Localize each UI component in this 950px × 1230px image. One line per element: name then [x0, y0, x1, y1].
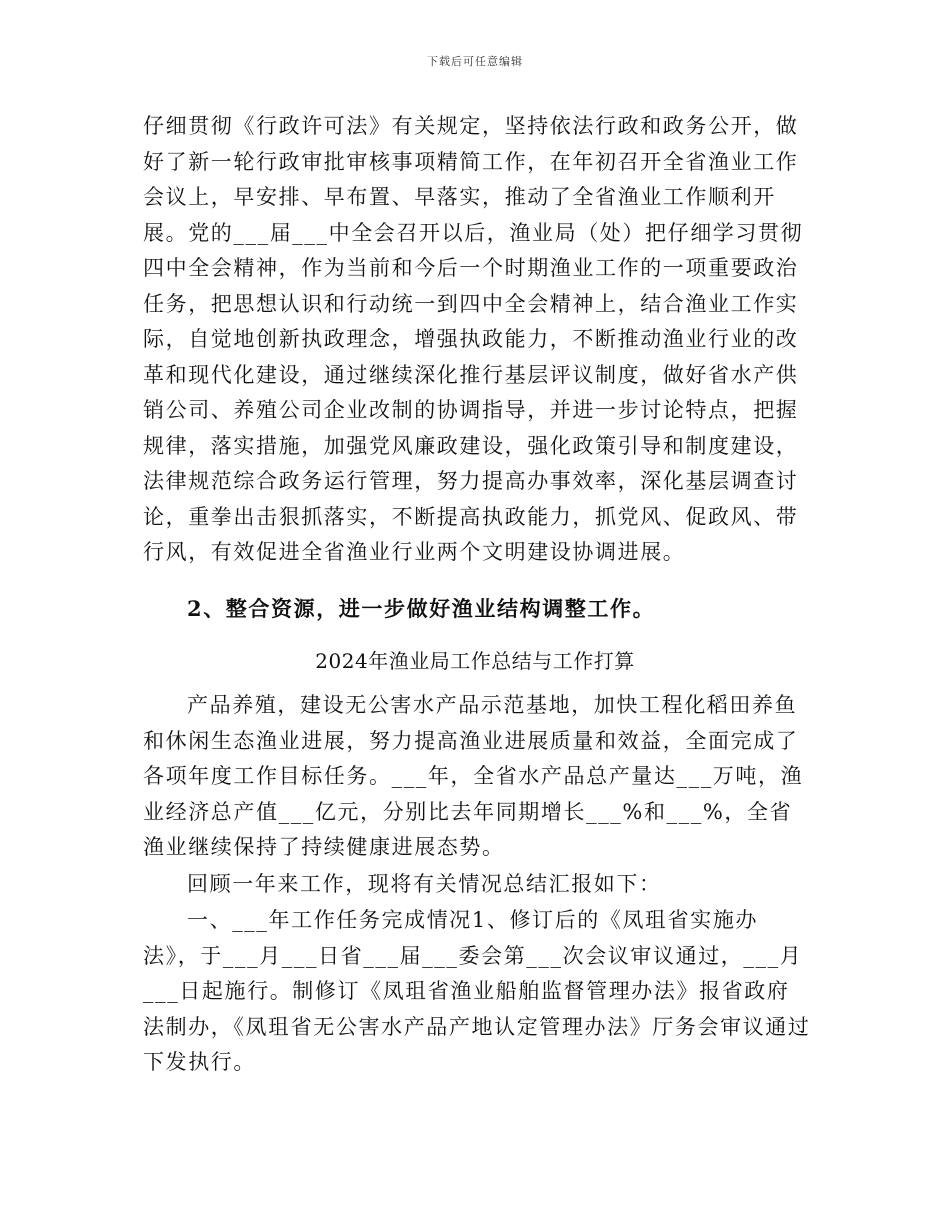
paragraph-party-work: 仔细贯彻《行政许可法》有关规定，坚持依法行政和政务公开，做好了新一轮行政审批审核事项精简工作，在年初召开全省渔业工作会议上，早安排、早布置、早落实，推动了全省渔业工作顺利开展。党的___届___中全会召开以后，渔业局（处）把仔细学习贯彻四中全会精神，作为当前和今后一个时期渔业工作的一项重要政治任务，把思想认识和行动统一到四中全会精神上，结合渔业工作实际，自觉地创新执政理念，增强执政能力，不断推动渔业行业的改革和现代化建设，通过继续深化推行基层评议制度，做好省水产供销公司、养殖公司企业改制的协调指导，并进一步讨论特点，把握规律，落实措施，加强党风廉政建设，强化政策引导和制度建设，法律规范综合政务运行管理，努力提高办事效率，深化基层调查讨论，重拳出击狠抓落实，不断提高执政能力，抓党风、促政风、带行风，有效促进全省渔业行业两个文明建设协调进展。	[143, 114, 804, 564]
paragraph-aquaculture-summary: 产品养殖，建设无公害水产品示范基地，加快工程化稻田养鱼和休闲生态渔业进展，努力提高渔业进展质量和效益，全面完成了各项年度工作目标任务。___年，全省水产品总产量达___万吨，渔业经济总产值___亿元，分别比去年同期增长___%和___%，全省渔业继续保持了持续健康进展态势。	[143, 693, 804, 859]
paragraph-review-intro: 回顾一年来工作，现将有关情况总结汇报如下：	[187, 872, 662, 896]
page-header: 下载后可任意编辑	[427, 55, 523, 68]
section-heading-resources: 2、整合资源，进一步做好渔业结构调整工作。	[187, 596, 656, 621]
paragraph-task-completion: 一、___年工作任务完成情况1、修订后的《凤珇省实施办法》，于___月___日省___届___委会第___次会议审议通过，___月___日起施行。制修订《凤珇省渔业船舶监督管理办法》报省政府法制办，《凤珇省无公害水产品产地认定管理办法》厅务会审议通过下发执行。	[143, 908, 811, 1074]
document-title: 2024年渔业局工作总结与工作打算	[315, 649, 635, 673]
